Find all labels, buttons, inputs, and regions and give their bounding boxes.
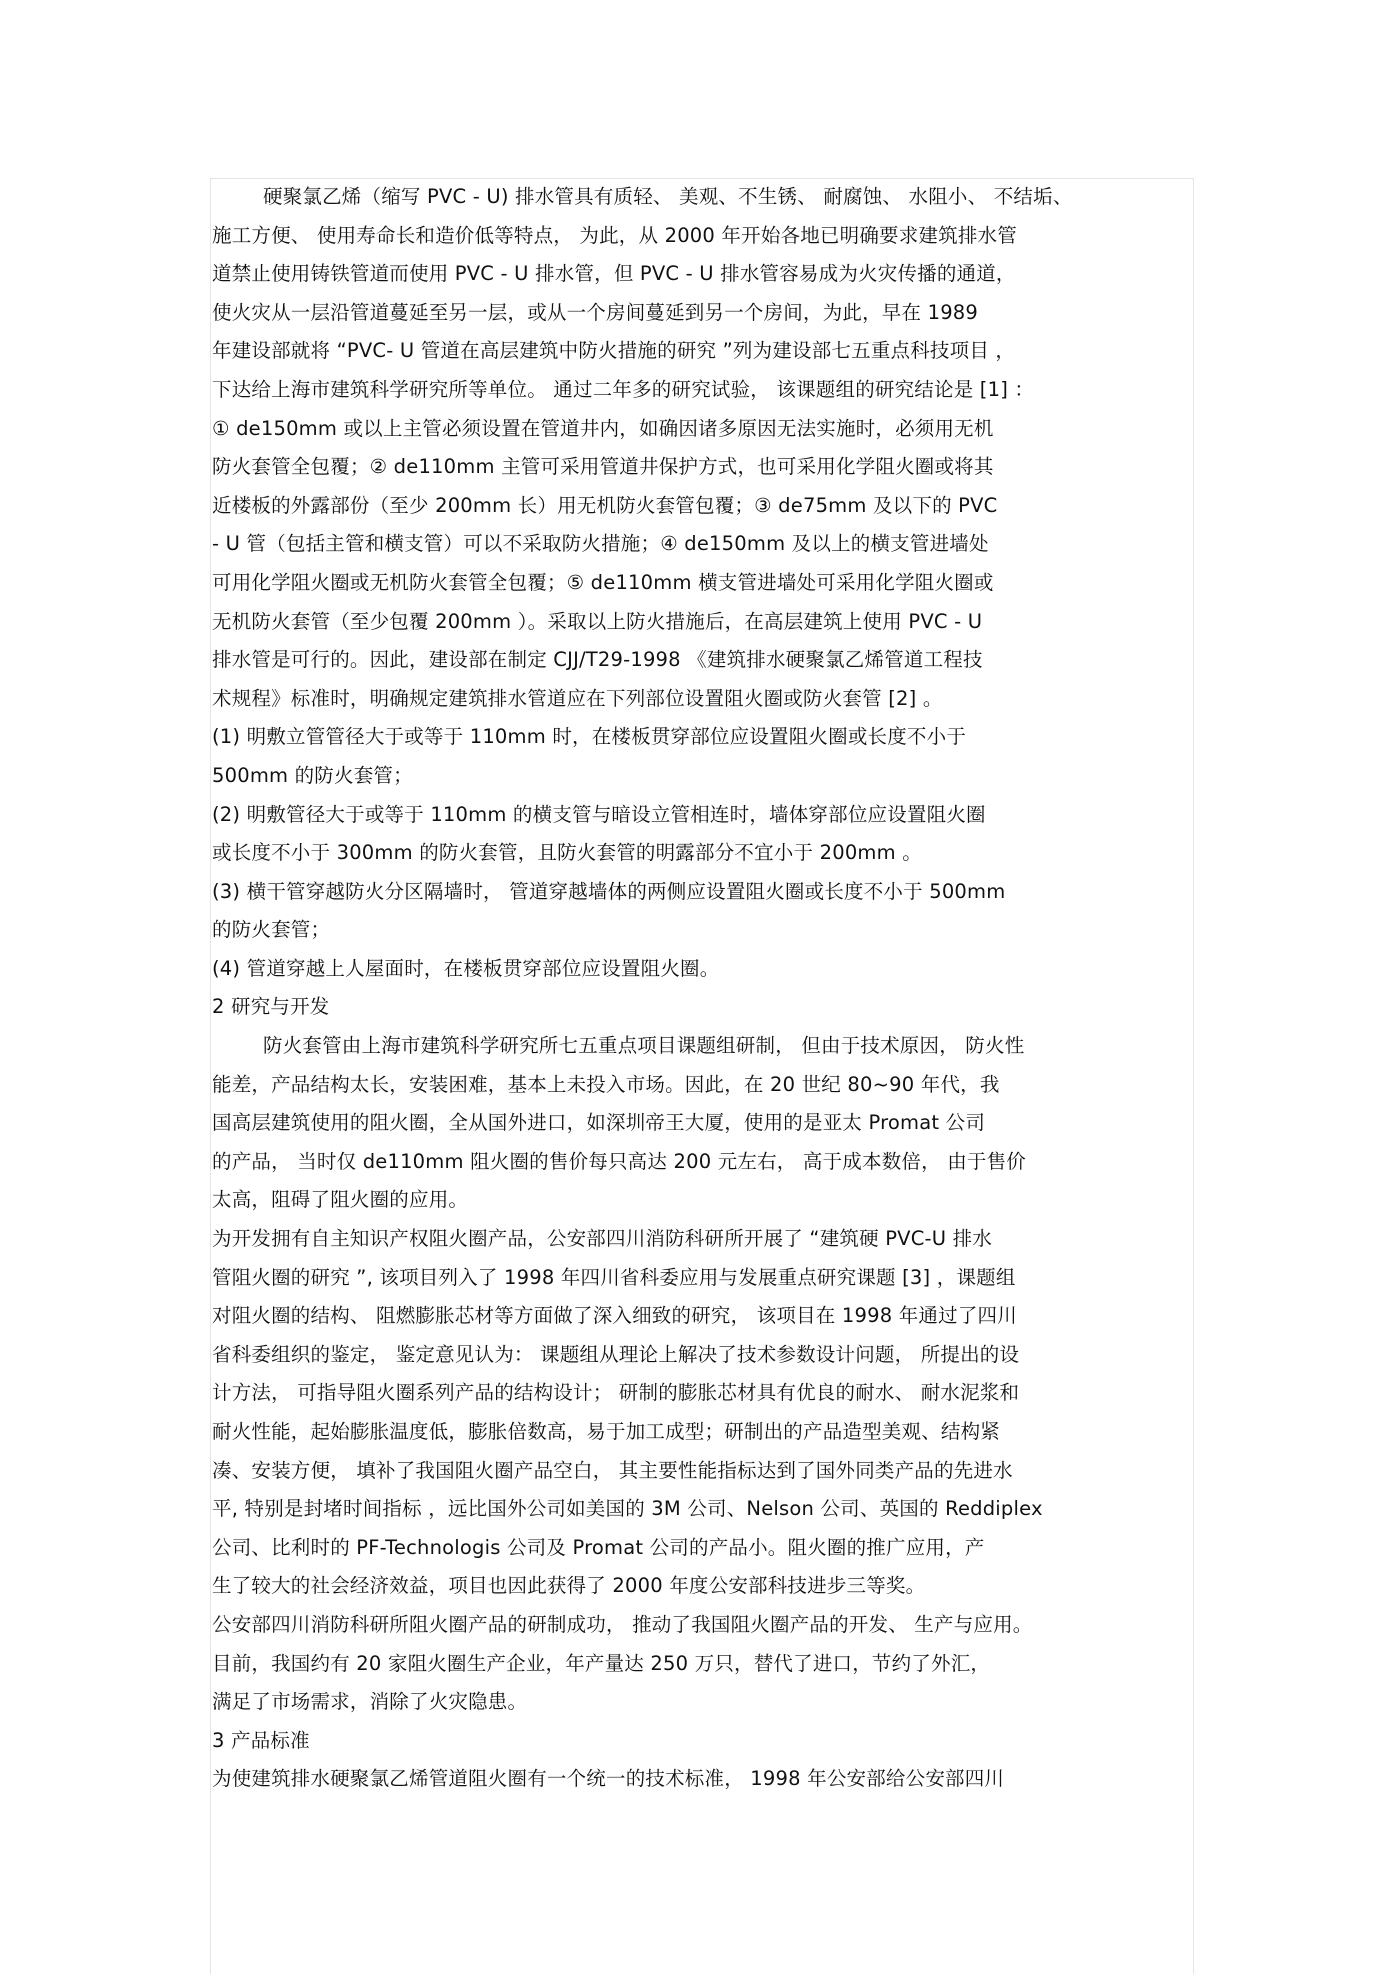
text-line: 能差，产品结构太长，安装困难，基本上未投入市场。因此，在 20 世纪 80~90 年代，我 — [212, 1072, 1000, 1096]
text-line: 对阻火圈的结构、 阻燃膨胀芯材等方面做了深入细致的研究， 该项目在 1998 年通过了四川 — [212, 1304, 1017, 1328]
text-line: 满足了市场需求，消除了火灾隐患。 — [212, 1690, 528, 1714]
text-line: 排水管是可行的。因此，建设部在制定 CJJ/T29-1998 《建筑排水硬聚氯乙烯管道工程技 — [212, 648, 983, 672]
text-line: 可用化学阻火圈或无机防火套管全包覆；⑤ de110mm 横支管进墙处可采用化学阻火圈或 — [212, 570, 994, 594]
text-line: 平, 特别是封堵时间指标 ，远比国外公司如美国的 3M 公司、Nelson 公司、英国的 Reddiplex — [212, 1497, 1043, 1521]
text-line: 3 产品标准 — [212, 1728, 310, 1752]
text-line: 道禁止使用铸铁管道而使用 PVC - U 排水管，但 PVC - U 排水管容易成为火灾传播的通道， — [212, 262, 1016, 286]
text-line: 凑、安装方便， 填补了我国阻火圈产品空白， 其主要性能指标达到了国外同类产品的先进水 — [212, 1458, 1013, 1482]
text-line: 计方法， 可指导阻火圈系列产品的结构设计； 研制的膨胀芯材具有优良的耐水、 耐水泥浆和 — [212, 1381, 1020, 1405]
document-body — [212, 178, 1192, 1799]
text-line: 公安部四川消防科研所阻火圈产品的研制成功， 推动了我国阻火圈产品的开发、 生产与应用。 — [212, 1612, 1033, 1636]
text-line: 防火套管全包覆；② de110mm 主管可采用管道井保护方式，也可采用化学阻火圈或将其 — [212, 455, 994, 479]
text-line: 近楼板的外露部份（至少 200mm 长）用无机防火套管包覆；③ de75mm 及以下的 PVC — [212, 493, 998, 517]
text-line: 太高，阻碍了阻火圈的应用。 — [212, 1188, 469, 1212]
text-line: 的防火套管； — [212, 918, 331, 942]
text-line: (4) 管道穿越上人屋面时，在楼板贯穿部位应设置阻火圈。 — [212, 956, 720, 980]
text-line: - U 管（包括主管和横支管）可以不采取防火措施；④ de150mm 及以上的横支管进墙处 — [212, 532, 989, 556]
text-line: 公司、比利时的 PF-Technologis 公司及 Promat 公司的产品小。阻火圈的推广应用，产 — [212, 1535, 985, 1559]
text-line: 省科委组织的鉴定， 鉴定意见认为： 课题组从理论上解决了技术参数设计问题， 所提出的设 — [212, 1342, 1020, 1366]
text-line: 硬聚氯乙烯（缩写 PVC - U) 排水管具有质轻、 美观、不生锈、 耐腐蚀、 水阻小、 不结垢、 — [263, 185, 1073, 208]
text-line: (1) 明敷立管管径大于或等于 110mm 时，在楼板贯穿部位应设置阻火圈或长度不小于 — [212, 725, 967, 749]
text-line: 管阻火圈的研究 ”, 该项目列入了 1998 年四川省科委应用与发展重点研究课题 [3] ，课题组 — [212, 1265, 1016, 1289]
text-line: 生了较大的社会经济效益，项目也因此获得了 2000 年度公安部科技进步三等奖。 — [212, 1574, 926, 1598]
text-line: 为开发拥有自主知识产权阻火圈产品，公安部四川消防科研所开展了 “建筑硬 PVC-U 排水 — [212, 1227, 993, 1251]
text-line: 防火套管由上海市建筑科学研究所七五重点项目课题组研制， 但由于技术原因， 防火性 — [263, 1034, 1025, 1058]
text-line: 耐火性能，起始膨胀温度低，膨胀倍数高，易于加工成型；研制出的产品造型美观、结构紧 — [212, 1420, 1001, 1443]
text-line: 下达给上海市建筑科学研究所等单位。 通过二年多的研究试验， 该课题组的研究结论是 [1] ： — [212, 377, 1035, 401]
text-line: 的产品， 当时仅 de110mm 阻火圈的售价每只高达 200 元左右， 高于成本数倍， 由于售价 — [212, 1149, 1026, 1173]
text-line: 国高层建筑使用的阻火圈，全从国外进口，如深圳帝王大厦，使用的是亚太 Promat 公司 — [212, 1111, 986, 1135]
text-line: 年建设部就将 “PVC- U 管道在高层建筑中防火措施的研究 ”列为建设部七五重点科技项目 ， — [212, 339, 1016, 363]
text-line: 2 研究与开发 — [212, 995, 330, 1019]
text-line: (2) 明敷管径大于或等于 110mm 的横支管与暗设立管相连时，墙体穿部位应设置阻火圈 — [212, 802, 986, 826]
text-line: 使火灾从一层沿管道蔓延至另一层，或从一个房间蔓延到另一个房间，为此，早在 1989 — [212, 300, 979, 324]
text-line: (3) 横干管穿越防火分区隔墙时， 管道穿越墙体的两侧应设置阻火圈或长度不小于 500mm — [212, 879, 1006, 903]
text-line: 500mm 的防火套管； — [212, 763, 413, 787]
text-line: 或长度不小于 300mm 的防火套管，且防火套管的明露部分不宜小于 200mm 。 — [212, 841, 922, 865]
text-line: 施工方便、 使用寿命长和造价低等特点， 为此，从 2000 年开始各地已明确要求建筑排水管 — [212, 223, 1017, 247]
text-line: 为使建筑排水硬聚氯乙烯管道阻火圈有一个统一的技术标准， 1998 年公安部给公安部四川 — [212, 1767, 1005, 1791]
text-line: 目前，我国约有 20 家阻火圈生产企业，年产量达 250 万只，替代了进口，节约了外汇， — [212, 1651, 991, 1675]
text-line: 术规程》标准时，明确规定建筑排水管道应在下列部位设置阻火圈或防火套管 [2] 。 — [212, 686, 943, 710]
text-line: 无机防火套管（至少包覆 200mm ）。采取以上防火措施后，在高层建筑上使用 PVC - U — [212, 609, 983, 633]
text-line: ① de150mm 或以上主管必须设置在管道井内，如确因诸多原因无法实施时，必须用无机 — [212, 416, 994, 440]
